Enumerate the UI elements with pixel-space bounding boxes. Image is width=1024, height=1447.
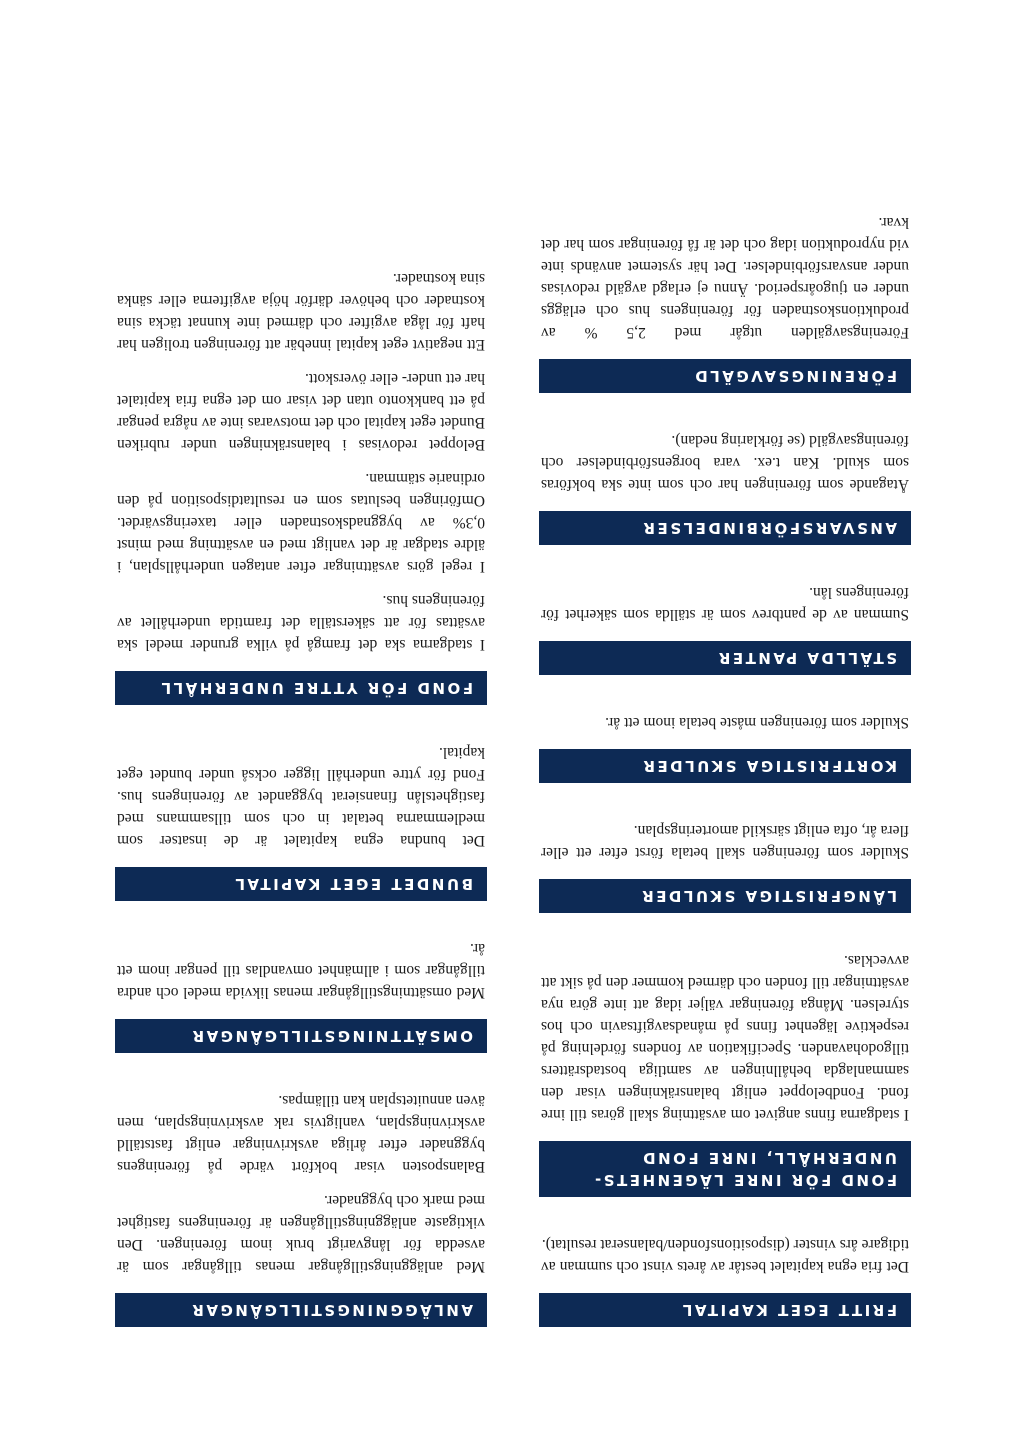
left-column (539, 175, 911, 1327)
section-fritt-eget-kapital (539, 1233, 911, 1327)
section-heading: FOND FÖR YTTRE UNDERHÅLL (115, 671, 487, 705)
section-heading: FÖRENINGSAVGÄLD (539, 359, 911, 393)
section-långfristiga-skulder (539, 819, 911, 913)
section-fond-för-yttre-underhåll (115, 267, 487, 705)
section-heading: LÅNGFRISTIGA SKULDER (539, 879, 911, 913)
section-paragraph: Summan av de pantbrev som är ställda som säkerhet för föreningens lån. (541, 584, 909, 623)
section-anläggningstillgångar (115, 1089, 487, 1327)
section-omsättningstillgångar (115, 937, 487, 1053)
section-heading: KORTFRISTIGA SKULDER (539, 749, 911, 783)
section-heading: OMSÄTTNINGSTILLGÅNGAR (115, 1019, 487, 1053)
section-paragraph: Med anläggningstillgångar menas tillgångar som är avsedda för långvarigt bruk inom föreningen. Den viktigaste anläggningstillgången är föreningens fastighet med mark och byggnader. (117, 1192, 485, 1275)
section-paragraph: I stadgarna ska det framgå på vilka grunder medel ska avsättas för att säkerställa det framtida underhållet av föreningens hus. (117, 592, 485, 653)
section-paragraph: Balansposten visar bokfört värde på föreningens byggnader efter årliga avskrivningar enligt fastställd avskrivningsplan, vanligtvis rak avskrivningsplan, men även annuitetsplan kan tillämpas. (117, 1092, 485, 1175)
section-heading: FRITT EGET KAPITAL (539, 1293, 911, 1327)
section-paragraph: Föreningsavgälden utgår med 2,5 % av produktionskostnaden för föreningens hus och erläggs under en tjugoårsperiod. Ännu ej erlagd avgäld redovisas under ansvarsförbindelser. Det här systemet används inte vid nyproduktion idag och det är få föreningar som har det kvar. (541, 214, 909, 341)
section-heading: ANSVARSFÖRBINDELSER (539, 511, 911, 545)
section-paragraph: Beloppet redovisas i balansräkningen under rubriken Bundet eget kapital och det motsvaras inte av några pengar på ett bankkonto utan det visar om det egna fria kapitalet har ett under- eller överskott. (117, 370, 485, 453)
section-paragraph: I regel görs avsättningar efter antagen underhållsplan, i äldre stadgar är det vanligt med en avsättning med minst 0,3% av byggnadskostnaden eller taxeringsvärdet. Omföringen beslutas som en resultatdisposition på den ordinarie stämman. (117, 470, 485, 575)
section-paragraph: Det fria egna kapitalet består av årets vinst och summan av tidigare års vinster (dispositionsfonden/balanserat resultat). (541, 1236, 909, 1275)
section-paragraph: Med omsättningstillgångar menas likvida medel och andra tillgångar som i allmänhet omvandlas till pengar inom ett år. (117, 940, 485, 1001)
section-kortfristiga-skulder (539, 711, 911, 783)
section-paragraph: I stadgarna finns angivet om avsättning skall göras till inre fond. Fondbeloppet enligt balansräkningen visar den sammanlagda behållningen av samtliga bostadsrätters tillgodohavanden. Specifikation av fondens fördelning på respektive lägenhet finns på månadsavgiftsavin och hos styrelsen. Många föreningar väljer idag att inte göra nya avsättningar till fonden och därmed kommer den på sikt att avvecklas. (541, 952, 909, 1123)
section-heading: FOND FÖR INRE LÄGENHETS- UNDERHÅLL, INRE FOND (539, 1141, 911, 1197)
section-ansvarsförbindelser (539, 429, 911, 545)
section-heading: BUNDET EGET KAPITAL (115, 867, 487, 901)
section-fond-för-inre-lägenhets-underhåll-inre-fond (539, 949, 911, 1197)
section-paragraph: Det bundna egna kapitalet är de insatser som medlemmarna betalat in och som tillsammans med fastighetslån finansierat byggandet av föreningens hus. Fond för yttre underhåll ligger också under bundet eget kapital. (117, 744, 485, 849)
section-paragraph: Skulder som föreningen måste betala inom ett år. (605, 714, 909, 731)
right-column (115, 231, 487, 1327)
section-föreningsavgäld (539, 211, 911, 393)
section-paragraph: Skulder som föreningen skall betala först efter ett eller flera år, ofta enligt särskild amorteringsplan. (541, 822, 909, 861)
section-heading: STÄLLDA PANTER (539, 641, 911, 675)
section-paragraph: Ett negativt eget kapital innebär att föreningen troligen har haft för låga avgifter och därmed inte kunnat täcka sina kostnader och behöver därför höja avgifterna eller sänka sina kostnader. (117, 270, 485, 353)
section-paragraph: Åtagande som föreningen har och som inte ska bokföras som skuld. Kan t.ex. vara borgensförbindelser och föreningsavgäld (se förklaring nedan). (541, 432, 909, 493)
section-bundet-eget-kapital (115, 741, 487, 901)
section-heading: ANLÄGGNINGSTILLGÅNGAR (115, 1293, 487, 1327)
section-ställda-panter (539, 581, 911, 675)
